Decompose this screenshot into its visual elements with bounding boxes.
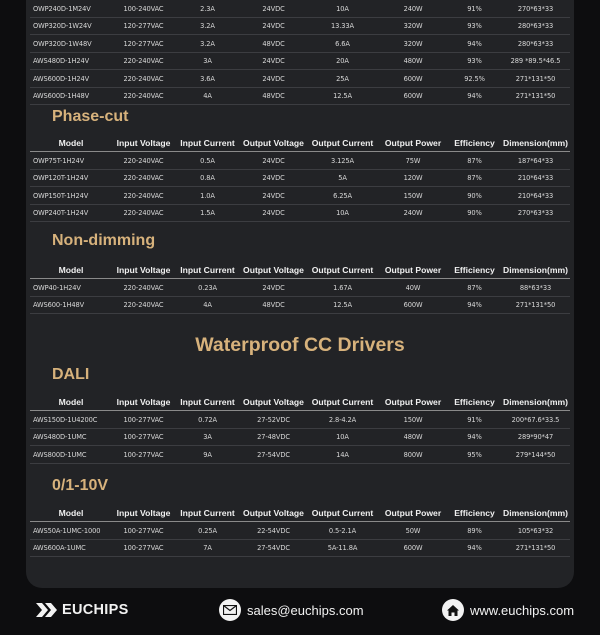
- spec-cell: 100-277VAC: [112, 446, 175, 464]
- spec-cell: 271*131*50: [501, 70, 570, 88]
- spec-cell: 48VDC: [240, 87, 307, 105]
- spec-cell: 320W: [378, 35, 448, 53]
- spec-cell: 3.2A: [175, 17, 240, 35]
- email-contact[interactable]: [219, 599, 364, 621]
- spec-cell: 24VDC: [240, 17, 307, 35]
- spec-cell: 90%: [448, 187, 501, 205]
- spec-cell: 88*63*33: [501, 279, 570, 297]
- column-header: Efficiency: [448, 504, 501, 522]
- spec-cell: 91%: [448, 0, 501, 17]
- home-icon: [442, 599, 464, 621]
- model-cell: AWS600D-1H24V: [30, 70, 112, 88]
- spec-cell: 6.6A: [307, 35, 378, 53]
- spec-cell: 220-240VAC: [112, 87, 175, 105]
- spec-cell: 10A: [307, 428, 378, 446]
- spec-cell: 3A: [175, 52, 240, 70]
- spec-cell: 100-277VAC: [112, 539, 175, 557]
- spec-cell: 600W: [378, 70, 448, 88]
- spec-cell: 22-54VDC: [240, 522, 307, 540]
- column-header: Output Current: [307, 504, 378, 522]
- spec-cell: 220-240VAC: [112, 52, 175, 70]
- table-row: [30, 52, 570, 70]
- spec-cell: 187*64*33: [501, 152, 570, 170]
- model-cell: AWS600-1H48V: [30, 296, 112, 314]
- table-row: [30, 296, 570, 314]
- column-header: Dimension(mm): [501, 134, 570, 152]
- column-header: Output Power: [378, 261, 448, 279]
- table-row: [30, 187, 570, 205]
- column-header: Input Voltage: [112, 261, 175, 279]
- website-contact[interactable]: [442, 599, 574, 621]
- table-row: [30, 35, 570, 53]
- spec-cell: 91%: [448, 411, 501, 429]
- spec-cell: 24VDC: [240, 279, 307, 297]
- spec-cell: 0.25A: [175, 522, 240, 540]
- spec-cell: 100-240VAC: [112, 0, 175, 17]
- spec-cell: 2.8-4.2A: [307, 411, 378, 429]
- spec-cell: 93%: [448, 52, 501, 70]
- spec-cell: 24VDC: [240, 52, 307, 70]
- spec-cell: 220-240VAC: [112, 169, 175, 187]
- spec-cell: 150W: [378, 411, 448, 429]
- spec-cell: 600W: [378, 296, 448, 314]
- table-row: [30, 522, 570, 540]
- spec-cell: 120W: [378, 169, 448, 187]
- spec-cell: 0.5A: [175, 152, 240, 170]
- column-header: Input Current: [175, 393, 240, 411]
- spec-cell: 27-54VDC: [240, 446, 307, 464]
- spec-cell: 24VDC: [240, 187, 307, 205]
- spec-cell: 6.25A: [307, 187, 378, 205]
- column-header: Model: [30, 504, 112, 522]
- table-row: [30, 152, 570, 170]
- spec-cell: 210*64*33: [501, 187, 570, 205]
- column-header: Model: [30, 134, 112, 152]
- spec-cell: 48VDC: [240, 296, 307, 314]
- spec-table-top: [30, 0, 570, 105]
- brand-logo[interactable]: [36, 602, 129, 618]
- column-header: Output Voltage: [240, 393, 307, 411]
- column-header: Output Voltage: [240, 504, 307, 522]
- column-header: Output Current: [307, 134, 378, 152]
- spec-cell: 240W: [378, 0, 448, 17]
- table-row: [30, 87, 570, 105]
- spec-cell: 75W: [378, 152, 448, 170]
- spec-cell: 4A: [175, 87, 240, 105]
- model-cell: OWP75T-1H24V: [30, 152, 112, 170]
- non-dimming-group: [26, 261, 574, 314]
- spec-cell: 220-240VAC: [112, 279, 175, 297]
- spec-cell: 210*64*33: [501, 169, 570, 187]
- phase-cut-group: [26, 134, 574, 222]
- spec-cell: 94%: [448, 296, 501, 314]
- spec-cell: 7A: [175, 539, 240, 557]
- table-row: [30, 17, 570, 35]
- model-cell: OWP240D-1M24V: [30, 0, 112, 17]
- spec-cell: 120-277VAC: [112, 35, 175, 53]
- model-cell: OWP120T-1H24V: [30, 169, 112, 187]
- spec-cell: 280*63*33: [501, 35, 570, 53]
- spec-cell: 24VDC: [240, 0, 307, 17]
- main-title: Waterproof CC Drivers: [195, 334, 405, 356]
- spec-cell: 100-277VAC: [112, 411, 175, 429]
- spec-cell: 40W: [378, 279, 448, 297]
- spec-cell: 600W: [378, 87, 448, 105]
- model-cell: AWS480D-1H24V: [30, 52, 112, 70]
- spec-cell: 0.8A: [175, 169, 240, 187]
- spec-cell: 320W: [378, 17, 448, 35]
- spec-cell: 600W: [378, 539, 448, 557]
- spec-cell: 24VDC: [240, 152, 307, 170]
- spec-cell: 3.6A: [175, 70, 240, 88]
- spec-cell: 50W: [378, 522, 448, 540]
- spec-cell: 0.5-2.1A: [307, 522, 378, 540]
- spec-table-non-dimming: [30, 261, 570, 314]
- spec-cell: 0.23A: [175, 279, 240, 297]
- column-header: Dimension(mm): [501, 261, 570, 279]
- spec-cell: 5A-11.8A: [307, 539, 378, 557]
- spec-cell: 90%: [448, 204, 501, 222]
- spec-cell: 3.2A: [175, 35, 240, 53]
- spec-cell: 279*144*50: [501, 446, 570, 464]
- column-header: Output Voltage: [240, 134, 307, 152]
- column-header: Dimension(mm): [501, 393, 570, 411]
- spec-cell: 3A: [175, 428, 240, 446]
- euchips-logo-icon: [36, 603, 58, 617]
- spec-cell: 220-240VAC: [112, 70, 175, 88]
- mail-icon: [219, 599, 241, 621]
- spec-cell: 13.33A: [307, 17, 378, 35]
- spec-cell: 24VDC: [240, 204, 307, 222]
- spec-cell: 95%: [448, 446, 501, 464]
- spec-cell: 27-48VDC: [240, 428, 307, 446]
- spec-cell: 270*63*33: [501, 204, 570, 222]
- spec-cell: 271*131*50: [501, 87, 570, 105]
- model-cell: AWS50A-1UMC-1000: [30, 522, 112, 540]
- model-cell: OWP240T-1H24V: [30, 204, 112, 222]
- spec-cell: 150W: [378, 187, 448, 205]
- spec-cell: 94%: [448, 87, 501, 105]
- table-row: [30, 70, 570, 88]
- table-row: [30, 411, 570, 429]
- spec-cell: 5A: [307, 169, 378, 187]
- column-header: Efficiency: [448, 393, 501, 411]
- spec-cell: 93%: [448, 17, 501, 35]
- spec-cell: 20A: [307, 52, 378, 70]
- spec-cell: 271*131*50: [501, 539, 570, 557]
- column-header: Output Power: [378, 504, 448, 522]
- table-row: [30, 169, 570, 187]
- column-header: Input Voltage: [112, 134, 175, 152]
- column-header: Output Power: [378, 134, 448, 152]
- spec-cell: 27-54VDC: [240, 539, 307, 557]
- spec-cell: 9A: [175, 446, 240, 464]
- spec-cell: 14A: [307, 446, 378, 464]
- spec-table-dali: [30, 393, 570, 464]
- spec-cell: 100-277VAC: [112, 522, 175, 540]
- website-text: www.euchips.com: [470, 602, 575, 618]
- spec-cell: 100-277VAC: [112, 428, 175, 446]
- spec-cell: 94%: [448, 35, 501, 53]
- spec-cell: 220-240VAC: [112, 296, 175, 314]
- spec-cell: 1.67A: [307, 279, 378, 297]
- spec-cell: 4A: [175, 296, 240, 314]
- spec-cell: 120-277VAC: [112, 17, 175, 35]
- column-header: Input Voltage: [112, 393, 175, 411]
- spec-cell: 87%: [448, 169, 501, 187]
- spec-cell: 10A: [307, 0, 378, 17]
- section-title-phase-cut: Phase-cut: [52, 108, 129, 125]
- spec-cell: 1.5A: [175, 204, 240, 222]
- column-header: Input Current: [175, 134, 240, 152]
- spec-cell: 24VDC: [240, 169, 307, 187]
- column-header: Input Current: [175, 504, 240, 522]
- spec-cell: 10A: [307, 204, 378, 222]
- column-header: Efficiency: [448, 261, 501, 279]
- footer: [0, 588, 600, 635]
- spec-cell: 24VDC: [240, 70, 307, 88]
- spec-cell: 220-240VAC: [112, 152, 175, 170]
- column-header: Output Current: [307, 393, 378, 411]
- spec-cell: 87%: [448, 279, 501, 297]
- top-table-group: [26, 0, 574, 105]
- model-cell: OWP320D-1W24V: [30, 17, 112, 35]
- model-cell: AWS150D-1U4200C: [30, 411, 112, 429]
- brand-name: EUCHIPS: [62, 602, 129, 618]
- spec-cell: 89%: [448, 522, 501, 540]
- spec-cell: 220-240VAC: [112, 204, 175, 222]
- column-header: Efficiency: [448, 134, 501, 152]
- spec-cell: 87%: [448, 152, 501, 170]
- spec-cell: 271*131*50: [501, 296, 570, 314]
- model-cell: OWP320D-1W48V: [30, 35, 112, 53]
- table-row: [30, 279, 570, 297]
- spec-cell: 270*63*33: [501, 0, 570, 17]
- spec-cell: 800W: [378, 446, 448, 464]
- spec-cell: 480W: [378, 428, 448, 446]
- spec-cell: 105*63*32: [501, 522, 570, 540]
- column-header: Input Voltage: [112, 504, 175, 522]
- spec-cell: 289*90*47: [501, 428, 570, 446]
- spec-cell: 92.5%: [448, 70, 501, 88]
- model-cell: AWS600D-1H48V: [30, 87, 112, 105]
- spec-panel: [26, 0, 574, 588]
- section-title-non-dimming: Non-dimming: [52, 232, 156, 249]
- model-cell: OWP150T-1H24V: [30, 187, 112, 205]
- spec-cell: 200*67.6*33.5: [501, 411, 570, 429]
- model-cell: AWS600A-1UMC: [30, 539, 112, 557]
- spec-cell: 94%: [448, 539, 501, 557]
- zero-ten-group: [26, 504, 574, 557]
- table-row: [30, 428, 570, 446]
- section-title-0-1-10v: 0/1-10V: [52, 477, 109, 494]
- spec-cell: 48VDC: [240, 35, 307, 53]
- model-cell: OWP40-1H24V: [30, 279, 112, 297]
- column-header: Dimension(mm): [501, 504, 570, 522]
- model-cell: AWS480D-1UMC: [30, 428, 112, 446]
- column-header: Output Current: [307, 261, 378, 279]
- column-header: Model: [30, 261, 112, 279]
- spec-cell: 480W: [378, 52, 448, 70]
- dali-group: [26, 393, 574, 464]
- spec-cell: 280*63*33: [501, 17, 570, 35]
- spec-cell: 289 *89.5*46.5: [501, 52, 570, 70]
- column-header: Output Power: [378, 393, 448, 411]
- table-row: [30, 446, 570, 464]
- spec-cell: 0.72A: [175, 411, 240, 429]
- spec-cell: 220-240VAC: [112, 187, 175, 205]
- spec-cell: 240W: [378, 204, 448, 222]
- table-row: [30, 204, 570, 222]
- column-header: Model: [30, 393, 112, 411]
- email-text: sales@euchips.com: [247, 602, 364, 618]
- spec-cell: 12.5A: [307, 296, 378, 314]
- model-cell: AWS800D-1UMC: [30, 446, 112, 464]
- spec-cell: 12.5A: [307, 87, 378, 105]
- column-header: Input Current: [175, 261, 240, 279]
- section-title-dali: DALI: [52, 366, 90, 383]
- spec-cell: 94%: [448, 428, 501, 446]
- spec-cell: 27-52VDC: [240, 411, 307, 429]
- spec-table-0-1-10v: [30, 504, 570, 557]
- spec-cell: 1.0A: [175, 187, 240, 205]
- column-header: Output Voltage: [240, 261, 307, 279]
- spec-cell: 25A: [307, 70, 378, 88]
- spec-cell: 2.3A: [175, 0, 240, 17]
- table-row: [30, 539, 570, 557]
- spec-table-phase-cut: [30, 134, 570, 222]
- table-row: [30, 0, 570, 17]
- spec-cell: 3.125A: [307, 152, 378, 170]
